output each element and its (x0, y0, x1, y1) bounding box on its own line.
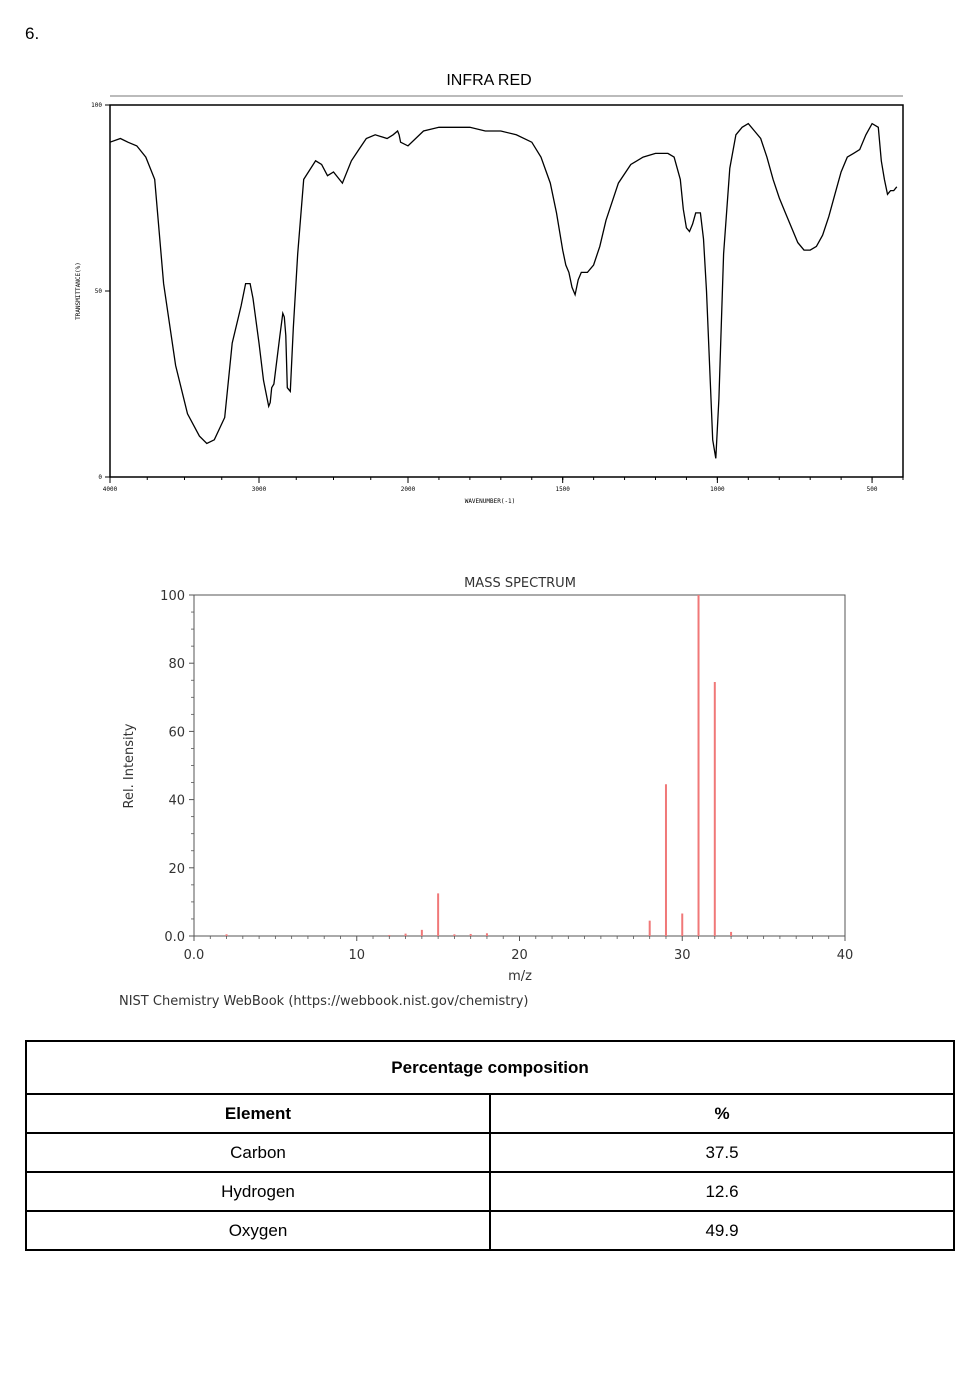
ir-ylabel: TRANSMITTANCE(%) (75, 262, 82, 320)
ms-plot-frame (194, 595, 845, 936)
ms-title: MASS SPECTRUM (464, 576, 576, 591)
ir-y-tick-label: 100 (91, 102, 102, 109)
ms-x-tick-label: 40 (836, 948, 854, 963)
table-row (26, 1133, 954, 1172)
composition-table (25, 1040, 955, 1251)
ir-chart (75, 96, 903, 505)
ir-y-tick-label: 0 (98, 474, 102, 481)
table-header-element: Element (26, 1094, 490, 1133)
ms-x-tick-label: 0.0 (183, 948, 205, 963)
ir-chart-title: INFRA RED (446, 72, 532, 89)
table-cell-element: Hydrogen (26, 1172, 490, 1211)
table-cell-element: Carbon (26, 1133, 490, 1172)
ir-ticks (91, 102, 903, 493)
ir-series-line (110, 124, 897, 459)
ms-x-tick-label: 20 (511, 948, 528, 963)
ms-chart (119, 576, 853, 1009)
ir-plot-frame (110, 105, 903, 477)
ir-x-tick-label: 4000 (102, 486, 118, 493)
ir-x-tick-label: 1000 (710, 486, 725, 493)
ms-ticks (160, 589, 853, 963)
table-row (26, 1211, 954, 1250)
table-cell-percent: 12.6 (490, 1172, 954, 1211)
table-header-percent: % (490, 1094, 954, 1133)
ms-ylabel: Rel. Intensity (122, 723, 137, 809)
ms-x-tick-label: 10 (348, 948, 366, 963)
table-cell-element: Oxygen (26, 1211, 490, 1250)
ms-xlabel: m/z (508, 969, 532, 984)
ir-x-tick-label: 2000 (400, 486, 416, 493)
ms-y-tick-label: 0.0 (164, 930, 185, 945)
ms-source-note: NIST Chemistry WebBook (https://webbook.nist.gov/chemistry) (119, 994, 529, 1009)
ir-x-tick-label: 3000 (251, 486, 267, 493)
ir-xlabel: WAVENUMBER(-1) (464, 498, 516, 505)
ms-y-tick-label: 60 (168, 725, 185, 741)
ms-bars (227, 595, 732, 936)
question-number: 6. (25, 24, 40, 43)
table-caption: Percentage composition (26, 1041, 954, 1094)
ms-y-tick-label: 20 (168, 861, 185, 877)
ms-y-tick-label: 100 (160, 589, 185, 604)
table-cell-percent: 37.5 (490, 1133, 954, 1172)
ir-x-tick-label: 1500 (555, 486, 570, 493)
ms-x-tick-label: 30 (673, 948, 691, 963)
table-cell-percent: 49.9 (490, 1211, 954, 1250)
table-row (26, 1172, 954, 1211)
ms-y-tick-label: 40 (168, 793, 185, 809)
ir-x-tick-label: 500 (866, 486, 878, 493)
ms-y-tick-label: 80 (168, 657, 185, 673)
ir-y-tick-label: 50 (94, 288, 102, 295)
